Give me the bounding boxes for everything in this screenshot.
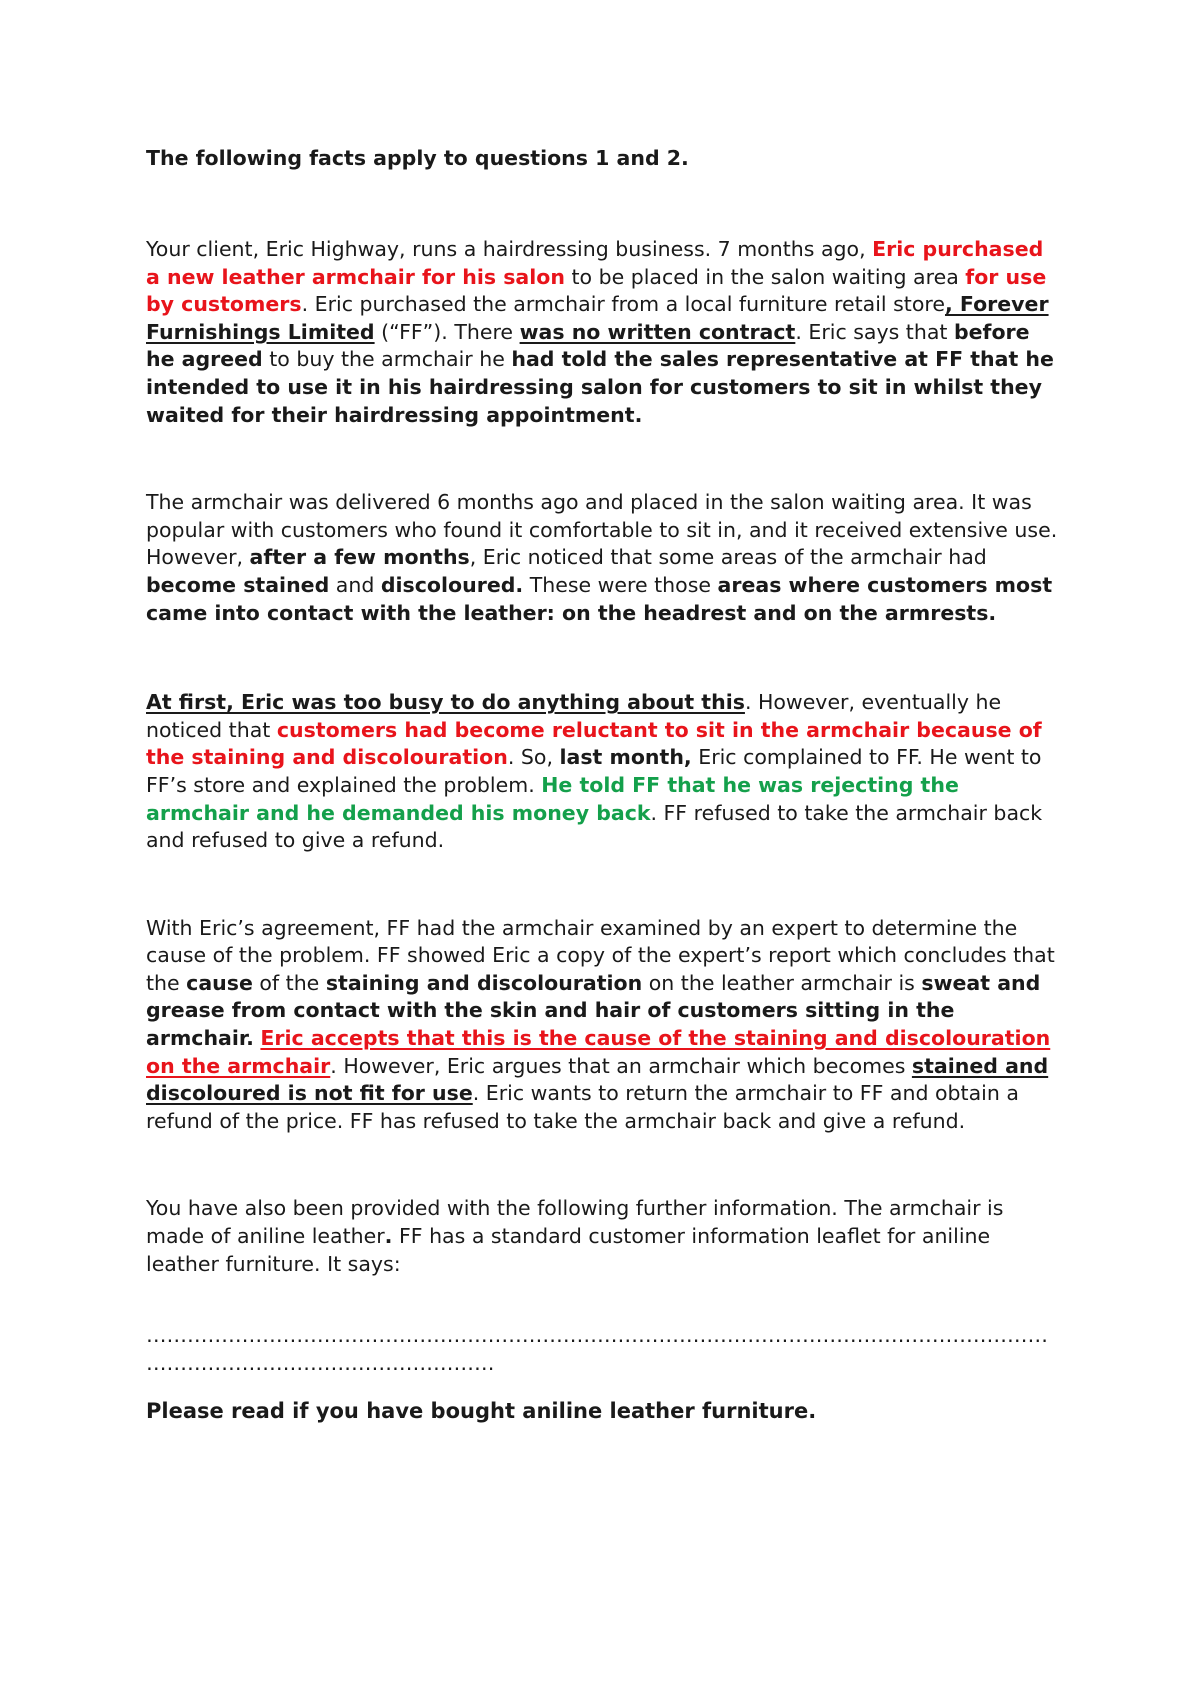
bold-text: . bbox=[384, 1224, 393, 1249]
text-span: of the bbox=[252, 970, 326, 995]
highlight-red-underline: Eric accepts that this is the cause of the staining and discolouration on the armchair bbox=[146, 1026, 1051, 1078]
text-span: , Eric noticed that some areas of the armchair had bbox=[469, 545, 987, 570]
highlight-red: for use by customers bbox=[146, 264, 1047, 317]
text-span: Eric complained to FF. He went to FF’s store and explained the problem. bbox=[146, 745, 1042, 797]
text-span: . Eric says that bbox=[795, 319, 954, 344]
bold-text: discoloured. bbox=[380, 572, 524, 597]
text-span: . Eric purchased the armchair from a local furniture retail store bbox=[301, 292, 945, 317]
paragraph-delivery bbox=[146, 489, 1060, 627]
bold-underline: was no written contract bbox=[519, 319, 796, 344]
highlight-red: Eric purchased a new leather armchair for his salon bbox=[146, 237, 1044, 289]
text-span: (“FF”). There bbox=[374, 319, 520, 344]
bold-text: become stained bbox=[146, 572, 330, 597]
heading: The following facts apply to questions 1 and 2. bbox=[146, 146, 689, 170]
text-span: and bbox=[329, 572, 381, 597]
bold-text: last month, bbox=[559, 745, 692, 770]
dotted-separator bbox=[146, 1322, 1060, 1377]
bold-text: areas where customers most came into contact with the leather: on the headrest and on the armrests. bbox=[146, 572, 1053, 625]
bold-underline: stained and discoloured is not fit for use bbox=[146, 1053, 1049, 1106]
text-span: These were those bbox=[523, 572, 718, 597]
bold-underline: At first, Eric was too busy to do anything about this bbox=[146, 690, 745, 715]
text-span: . FF refused to take the armchair back and refused to give a refund. bbox=[146, 800, 1043, 853]
paragraph-client-purchase bbox=[146, 236, 1060, 429]
text-span: FF has a standard customer information leaflet for aniline leather furniture. It says: bbox=[146, 1224, 991, 1276]
text-span: With Eric’s agreement, FF had the armchair examined by an expert to determine the cause of the problem. FF showed Eric a copy of the expert’s report which concludes that the bbox=[146, 915, 1055, 995]
bold-text: before he agreed bbox=[146, 319, 1030, 372]
text-span: Your client, Eric Highway, runs a hairdressing business. 7 months ago, bbox=[146, 237, 873, 261]
text-span: on the leather armchair is bbox=[642, 970, 922, 995]
leaflet-heading: Please read if you have bought aniline leather furniture. bbox=[146, 1399, 817, 1424]
dotted-line: …………………………………………………………………………………………………………………… bbox=[146, 1323, 1048, 1348]
text-span: . However, Eric argues that an armchair which becomes bbox=[330, 1053, 912, 1078]
highlight-red: customers had become reluctant to sit in the armchair because of the staining and discolouration bbox=[146, 717, 1042, 770]
bold-text: had told the sales representative at FF that he intended to use it in his hairdressing salon for customers to sit in whilst they waited for their hairdressing appointment. bbox=[146, 347, 1054, 427]
text-span: . So, bbox=[507, 745, 560, 770]
text-span: to be placed in the salon waiting area bbox=[564, 264, 966, 289]
text-span: to buy the armchair he bbox=[262, 347, 512, 372]
text-span: . Eric wants to return the armchair to FF and obtain a refund of the price. FF has refused to take the armchair back and give a refund. bbox=[146, 1081, 1019, 1133]
bold-text: cause bbox=[186, 970, 253, 995]
bold-text: after a few months bbox=[249, 545, 470, 570]
bold-text: staining and discolouration bbox=[325, 970, 643, 995]
text-span: The armchair was delivered 6 months ago and placed in the salon waiting area. It was popular with customers who found it comfortable to sit in, and it received extensive use. However, bbox=[146, 490, 1058, 570]
bold-text: sweat and grease from contact with the skin and hair of customers sitting in the armchair. bbox=[146, 970, 1041, 1051]
text-span: . However, eventually he noticed that bbox=[146, 690, 1002, 742]
bold-underline: , Forever Furnishings Limited bbox=[146, 292, 1049, 344]
text-span: You have also been provided with the following further information. The armchair is made of aniline leather bbox=[146, 1196, 1004, 1249]
paragraph-complaint bbox=[146, 689, 1060, 855]
paragraph-further-info bbox=[146, 1195, 1060, 1278]
paragraph-expert-report bbox=[146, 915, 1060, 1136]
highlight-green: He told FF that he was rejecting the armchair and he demanded his money back bbox=[146, 772, 959, 825]
dotted-line: …………………………………………… bbox=[146, 1350, 495, 1375]
